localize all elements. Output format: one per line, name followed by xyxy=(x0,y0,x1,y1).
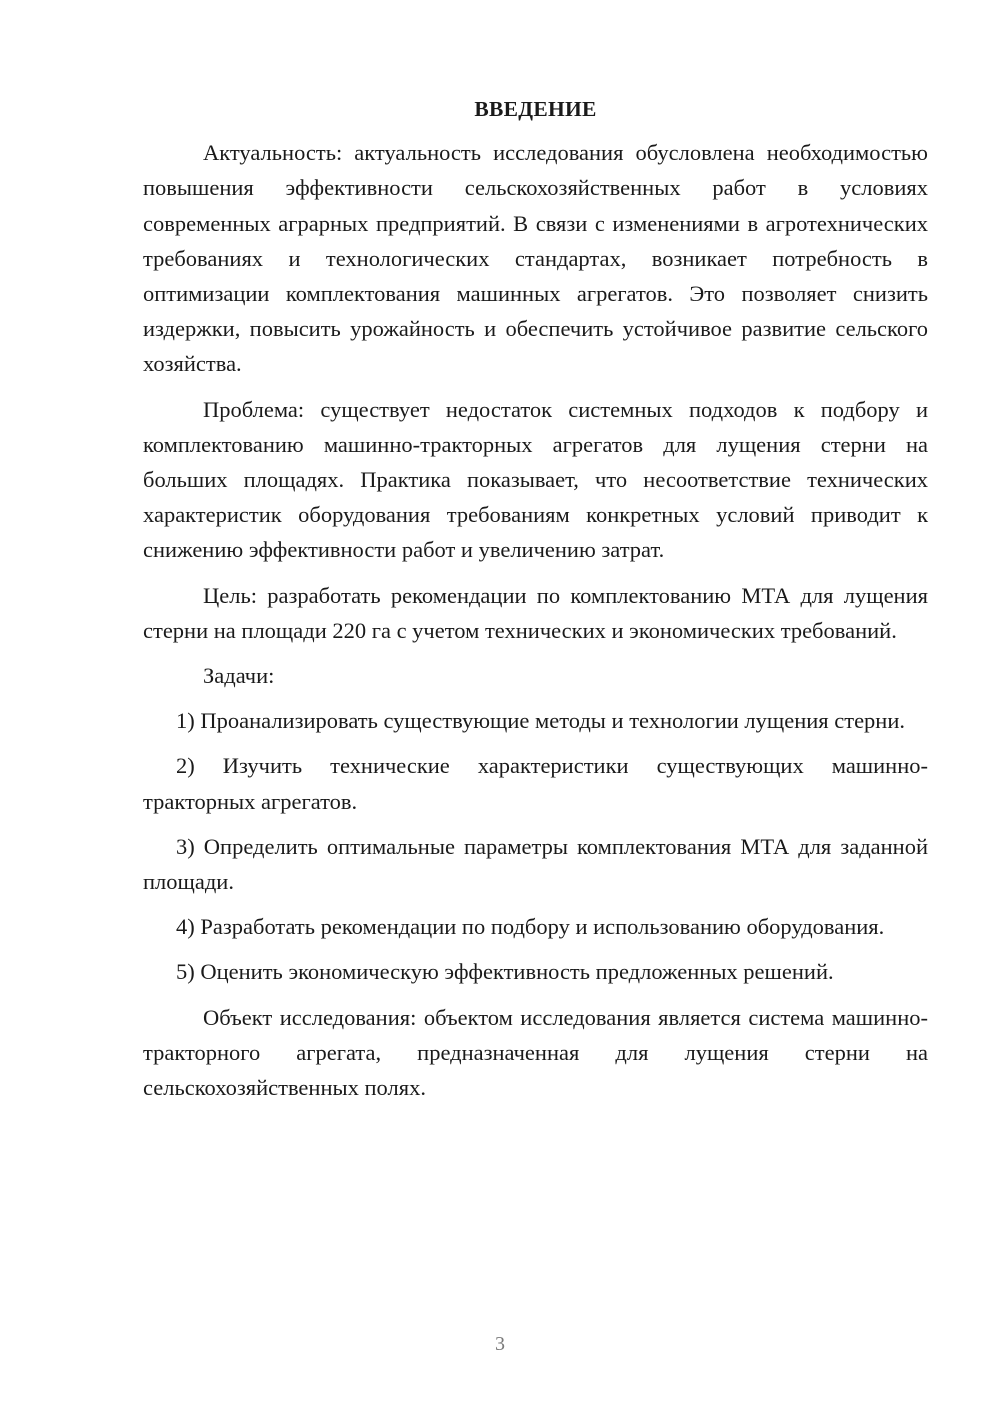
tasks-label: Задачи: xyxy=(203,663,275,689)
task-item: 1) Проанализировать существующие методы и технологии лущения стерни. xyxy=(176,708,906,734)
paragraph-relevance: Актуальность: актуальность исследования обусловлена необходимостью повышения эффективности сельскохозяйственных работ в условиях современных аграрных предприятий. В связи с изменениями в агротехнических требованиях и технологических стандартах, возникает потребность в оптимизации комплектования машинных агрегатов. Это позволяет снизить издержки, повысить урожайность и обеспечить устойчивое развитие сельского хозяйства. xyxy=(143,140,928,377)
paragraph-object: Объект исследования: объектом исследования является система машинно-тракторного агрегата, предназначенная для лущения стерни на сельскохозяйственных полях. xyxy=(143,1004,928,1101)
task-item: 4) Разработать рекомендации по подбору и использованию оборудования. xyxy=(176,914,885,940)
section-heading: ВВЕДЕНИЕ xyxy=(474,97,597,121)
task-item: 2) Изучить технические характеристики существующих машинно-тракторных агрегатов. xyxy=(143,753,928,814)
page-number: 3 xyxy=(495,1333,505,1355)
paragraph-problem: Проблема: существует недостаток системных подходов к подбору и комплектованию машинно-тракторных агрегатов для лущения стерни на больших площадях. Практика показывает, что несоответствие технических характеристик оборудования требованиям конкретных условий приводит к снижению эффективности работ и увеличению затрат. xyxy=(143,396,928,563)
task-item: 5) Оценить экономическую эффективность предложенных решений. xyxy=(176,959,834,985)
paragraph-goal: Цель: разработать рекомендации по комплектованию МТА для лущения стерни на площади 220 га с учетом технических и экономических требований. xyxy=(143,582,928,643)
document-page xyxy=(143,92,928,1115)
task-item: 3) Определить оптимальные параметры комплектования МТА для заданной площади. xyxy=(143,833,928,895)
